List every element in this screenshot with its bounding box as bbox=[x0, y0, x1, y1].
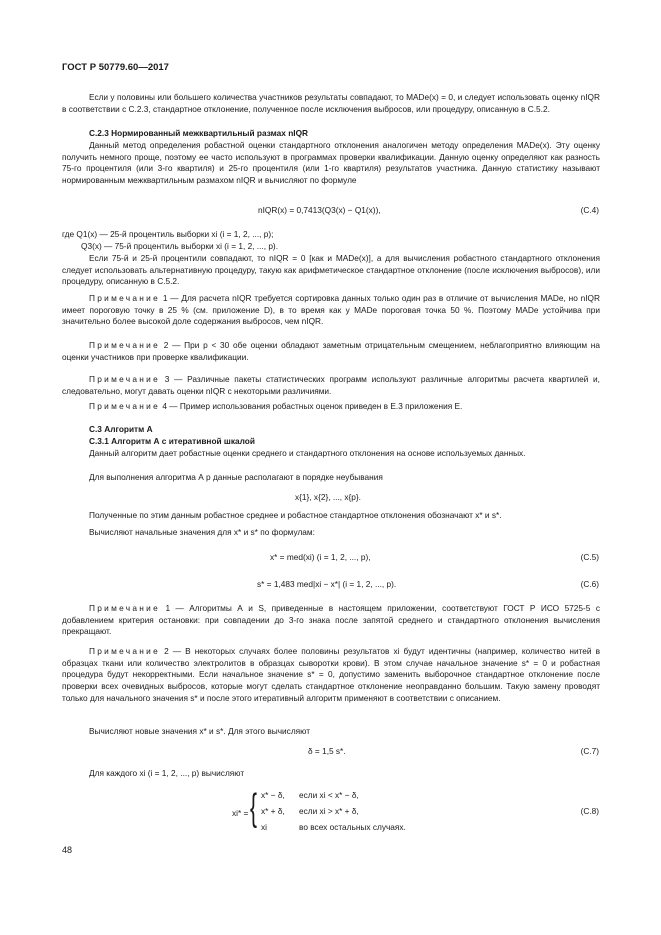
equation-c7: δ = 1,5 s*. bbox=[308, 746, 346, 756]
equation-c8-case1-condition: если xi < x* − δ, bbox=[299, 790, 359, 800]
equation-c5-number: (С.5) bbox=[580, 552, 599, 562]
note-1-niqr bbox=[62, 293, 600, 328]
heading-c23: С.2.3 Нормированный межквартильный размах nIQR bbox=[89, 128, 309, 138]
equation-c8-case2-condition: если xi > x* + δ, bbox=[299, 806, 359, 816]
note-label: Примечание bbox=[89, 293, 161, 303]
note-2-bias bbox=[62, 340, 600, 363]
equation-c8-case1: x* − δ, bbox=[261, 790, 285, 800]
page-header: ГОСТ Р 50779.60—2017 bbox=[62, 62, 169, 73]
note-3-packages bbox=[62, 374, 600, 397]
note-4-example bbox=[62, 401, 600, 413]
equation-c6-number: (С.6) bbox=[580, 579, 599, 589]
equation-c6: s* = 1,483 med|xi − x*| (i = 1, 2, ..., p). bbox=[257, 579, 397, 589]
note-text: 1 — Для расчета nIQR требуется сортировка данных только один раз в отличие от вычисления MADe, но nIQR имеет пороговую точку в 25 % (см. приложение D), в то время как у MADe пороговая точка 50 %. Поэтому MADe устойчива при значительно более высокой доле содержания выбросов, чем nIQR. bbox=[62, 293, 600, 327]
note-label: Примечание bbox=[89, 401, 161, 411]
note-text: 3 — Различные пакеты статистических программ используют различные алгоритмы расчета квартилей и, следовательно, могут давать оценки nIQR с некоторыми различиями. bbox=[62, 374, 600, 396]
paragraph-niqr-method: Данный метод определения робастной оценки стандартного отклонения аналогичен методу определения MADe(x). Эту оценку получить немного проще, поэтому ее часто используют в программах проверки квалификации. Данную оценку определяют как разность 75-го процентиля (или 3-го квартиля) и 25-го процентиля (или 1-го квартиля) результатов участника. Данную статистику называют нормированным межквартильным размахом nIQR и вычисляют по формуле bbox=[62, 140, 600, 186]
equation-c5: x* = med(xi) (i = 1, 2, ..., p), bbox=[270, 552, 371, 562]
where-q1: где Q1(x) — 25-й процентиль выборки xi (i = 1, 2, ..., p); bbox=[62, 229, 274, 239]
equation-c8-brace: { bbox=[250, 787, 257, 829]
equation-c4-number: (С.4) bbox=[580, 205, 599, 215]
paragraph-new-values: Вычисляют новые значения x* и s*. Для этого вычисляют bbox=[89, 726, 310, 736]
paragraph-for-each-xi: Для каждого xi (i = 1, 2, ..., p) вычисляют bbox=[89, 768, 245, 778]
equation-c8-case3: xi bbox=[261, 822, 267, 832]
where-q3: Q3(x) — 75-й процентиль выборки xi (i = 1, 2, ..., p). bbox=[81, 241, 278, 251]
paragraph-sort-data: Для выполнения алгоритма А p данные располагают в порядке неубывания bbox=[89, 472, 383, 482]
note-text: 1 — Алгоритмы А и S, приведенные в настоящем приложении, соответствуют ГОСТ Р ИСО 5725-5 с добавлением критерия остановки: при совпадении до 3-го знака после запятой среднего и стандартного отклонения вычисления прекращают. bbox=[62, 603, 600, 637]
equation-c7-number: (С.7) bbox=[580, 746, 599, 756]
equation-c8-case2: x* + δ, bbox=[261, 806, 285, 816]
equation-c8-case3-condition: во всех остальных случаях. bbox=[299, 822, 406, 832]
paragraph-percentiles-equal: Если 75-й и 25-й процентили совпадают, то nIQR = 0 [как и MADe(x)], а для вычисления робастного стандартного отклонения следует использовать альтернативную процедуру, такую как арифметическое стандартное отклонение (после исключения выбросов), или процедуру, описанную в С.5.2. bbox=[62, 253, 600, 287]
equation-c8-number: (С.8) bbox=[580, 806, 599, 816]
note-label: Примечание bbox=[89, 646, 161, 656]
heading-c31: С.3.1 Алгоритм А с итеративной шкалой bbox=[89, 436, 255, 446]
page-number: 48 bbox=[62, 845, 73, 855]
heading-c3: С.3 Алгоритм А bbox=[89, 424, 153, 434]
note-label: Примечание bbox=[89, 603, 161, 613]
equation-ordered-sample: x{1}, x{2}, ..., x{p}. bbox=[295, 492, 361, 502]
equation-c4: nIQR(x) = 0,7413(Q3(x) − Q1(x)), bbox=[258, 205, 381, 215]
note-label: Примечание bbox=[89, 340, 161, 350]
note-2-identical-results bbox=[62, 646, 600, 705]
paragraph-made-zero: Если у половины или большего количества участников результаты совпадают, то MADe(x) = 0, и следует использовать оценку nIQR в соответствии с С.2.3, стандартное отклонение, полученное после исключения выбросов, или процедуру, описанную в С.5.2. bbox=[62, 92, 600, 114]
note-text: 2 — При p < 30 обе оценки обладают заметным отрицательным смещением, неблагоприятно влияющим на оценки участников при проверке квалификации. bbox=[62, 340, 600, 362]
note-text: 2 — В некоторых случаях более половины результатов xi будут идентичны (например, количество нитей в образцах ткани или количество электролитов в образцах сыворотки крови). В этом случае начальное значение s* = 0 и робастная процедура будут некорректными. Если начальное значение s* = 0, допустимо заменить выборочное стандартное отклонение после проверки всех очевидных выбросов, которые могут сделать стандартное отклонение неоправданно большим. Такую замену проводят только для начального значения s* и после этого итеративный алгоритм применяют в соответствии с описанием. bbox=[62, 646, 600, 703]
note-text: 4 — Пример использования робастных оценок приведен в Е.3 приложения Е. bbox=[162, 401, 463, 411]
paragraph-initial-values: Вычисляют начальные значения для x* и s* по формулам: bbox=[89, 527, 315, 537]
paragraph-robust-mean-sd: Полученные по этим данным робастное среднее и робастное стандартное отклонения обозначают x* и s*. bbox=[89, 510, 502, 520]
note-label: Примечание bbox=[89, 374, 161, 384]
note-1-algorithms bbox=[62, 603, 600, 638]
paragraph-algorithm-a: Данный алгоритм дает робастные оценки среднего и стандартного отклонения на основе используемых данных. bbox=[89, 448, 526, 458]
equation-c8-lhs: xi* = bbox=[232, 808, 249, 818]
